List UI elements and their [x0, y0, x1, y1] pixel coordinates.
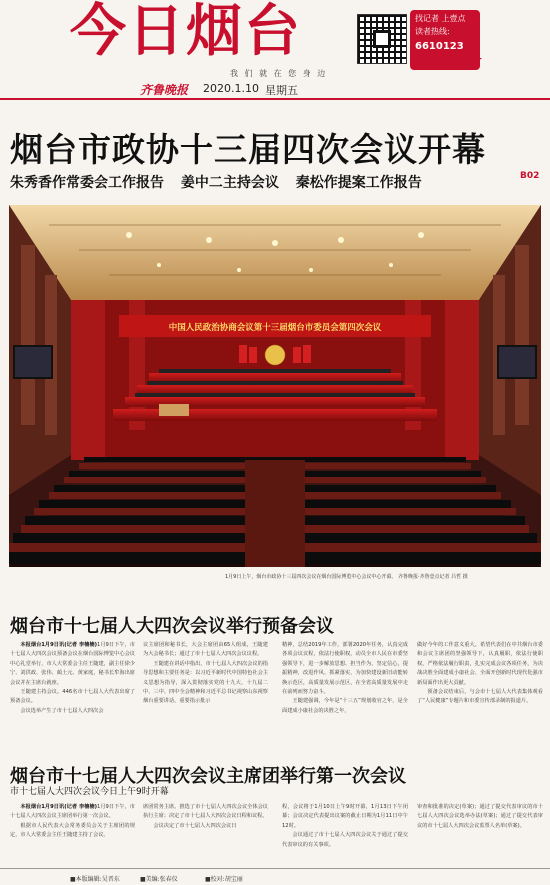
brand-name: 齐鲁晚报 — [140, 83, 189, 97]
photo-caption: 1月9日上午，烟台市政协十三届四次会议在烟台国际博览中心会议中心开幕。 齐鲁晚报·齐鲁壹点记者 吕哲 摄 — [225, 574, 468, 580]
issue-weekday: 星期五 — [265, 84, 298, 97]
paragraph: 会议决定了市十七届人大四次会议日 — [153, 822, 237, 829]
paragraph: 本报烟台1月9日讯(记者 李楠楠)1月9日下午，市十七届人大四次会议预备会议在烟台国际博览中心会议中心礼堂举行，市人大常委会主任王随建，副主任徐少宁、刘洪政、张伟、蔺土元、黄家庭，秘书长牟海出席会议并在主席台就座。 — [10, 642, 135, 686]
hotline-line2: 读者热线: — [415, 27, 450, 36]
paragraph: 本报烟台1月9日讯(记者 李楠楠)1月9日下午，市十七届人大四次会议主席团举行第一次会议。 — [10, 804, 135, 820]
paragraph: 会议通过了市十七届人大四次会议关于通过了提交代表审议的有关事项。 — [282, 832, 408, 848]
paragraph: 王随建在讲话中指出，市十七届人大四次会议的指导思想和主要任务是：以习近平新时代中国特色社会主义思想为指导，深入贯彻落实党的十九大、十九届二中、三中、四中全会精神和习近平总书记视察山东视察烟台重要讲话、重要指示批示 — [143, 660, 268, 705]
footer-editor: ■本版编辑:吴晋东 — [70, 876, 120, 883]
article2-title: 烟台市十七届人大四次会议主席团举行第一次会议 — [10, 766, 406, 787]
article2-column-3 — [282, 803, 408, 865]
paragraph: 根据市人民代表大会常务委员会关于主席团的规定，市人大常委会主任王随建主持了会议。 — [10, 822, 135, 839]
paragraph: 精神，总结2019年工作，部署2020年任务，认真完成各项会议议程，依法行使职权，动员全市人民在市委坚强领导下，进一步解放思想、担当作为，坚定信心，提振精神，改进作风、抓紧落实，为加快建设新旧动能转换示范区，高质量发展示范区，在全省高质量发展中走在前列而努力奋斗。 — [282, 642, 408, 696]
article2-column-4 — [417, 803, 543, 865]
subhead-3: 秦松作提案工作报告 — [295, 175, 422, 191]
hotline-number: 6610123 — [415, 41, 464, 52]
subhead-1: 朱秀香作常委会工作报告 — [10, 175, 164, 191]
stage-banner: 中国人民政治协商会议第十三届烟台市委员会第四次会议 — [168, 323, 382, 333]
masthead-slogan: 我 们 就 在 您 身 边 — [230, 69, 328, 78]
paragraph: 议主席团和秘书长，大会主席团由65人组成，王随建为大会秘书长；通过了市十七届人大四次会议议程。 — [143, 642, 268, 658]
article2-subtitle: 市十七届人大四次会议今日上午9时开幕 — [10, 787, 169, 797]
article1-column-3 — [282, 641, 408, 744]
hotline-line1: 找记者 上壹点 — [415, 14, 466, 23]
issue-date: 2020.1.10 — [203, 82, 259, 95]
footer-proofreader: ■校对:胡宝丽 — [205, 876, 243, 883]
qr-code-icon — [357, 14, 407, 64]
article1-column-1 — [10, 641, 135, 744]
masthead-title: 今日烟台 — [70, 0, 302, 64]
article1-column-4 — [417, 641, 543, 744]
paragraph: 审查和批准的决定(草案)；通过了提交代表审议的市十七届人大四次会议选举办法(草案)；通过了提交代表审议的市十七届人大四次会议监票人名单(草案)。 — [417, 804, 543, 829]
lead-headline: 烟台市政协十三届四次会议开幕 — [10, 130, 486, 169]
page-footer — [0, 868, 550, 885]
article1-title: 烟台市十七届人大四次会议举行预备会议 — [10, 616, 334, 637]
lead-subheads — [10, 172, 434, 192]
paragraph: 程，会议将于1月10日上午9时开幕，1月13日下午闭幕；会议决定代表提出议案的截止日期为1月11日中午12时。 — [282, 804, 408, 829]
page-reference: B02 — [520, 171, 540, 181]
paragraph: 做好今年的工作意义重大。希望代表们在中共烟台市委和会议主席团的坚强领导下，认真履职，依法行使职权，严格依法履行职责，扎实完成会议各项任务，为决战决胜全面建成小康社会、全面开创新时代现代化强市新局面作出更大贡献。 — [417, 642, 543, 686]
conference-hall-photo — [9, 205, 541, 567]
paragraph: 席团常务主席。推选了市十七届人大四次会议全体会议执行主席；决定了市十七届人大四次会议日程和议程。 — [143, 804, 268, 820]
conference-hall-illustration — [9, 205, 541, 567]
paragraph: 王随建强调，今年是“十三五”规划收官之年，是全面建成小康社会的决胜之年， — [282, 698, 408, 714]
footer-designer: ■美编:张春仪 — [140, 876, 178, 883]
subhead-2: 姜中二主持会议 — [180, 175, 279, 191]
paragraph: 预备会议结束后，与会市十七届人大代表集体观看了“人民健康”专题片和市委宣传部录制的报道片。 — [417, 689, 543, 705]
article1-column-2 — [143, 641, 268, 744]
article2-column-1 — [10, 803, 135, 865]
speech-bubble-tail-icon — [470, 58, 482, 68]
paragraph: 会议选举产生了市十七届人大四次会 — [20, 707, 104, 714]
article2-column-2 — [143, 803, 268, 865]
masthead — [0, 0, 550, 78]
paragraph: 王随建主持会议。446名市十七届人大代表出席了预备会议。 — [10, 689, 135, 705]
dateline — [0, 78, 550, 100]
